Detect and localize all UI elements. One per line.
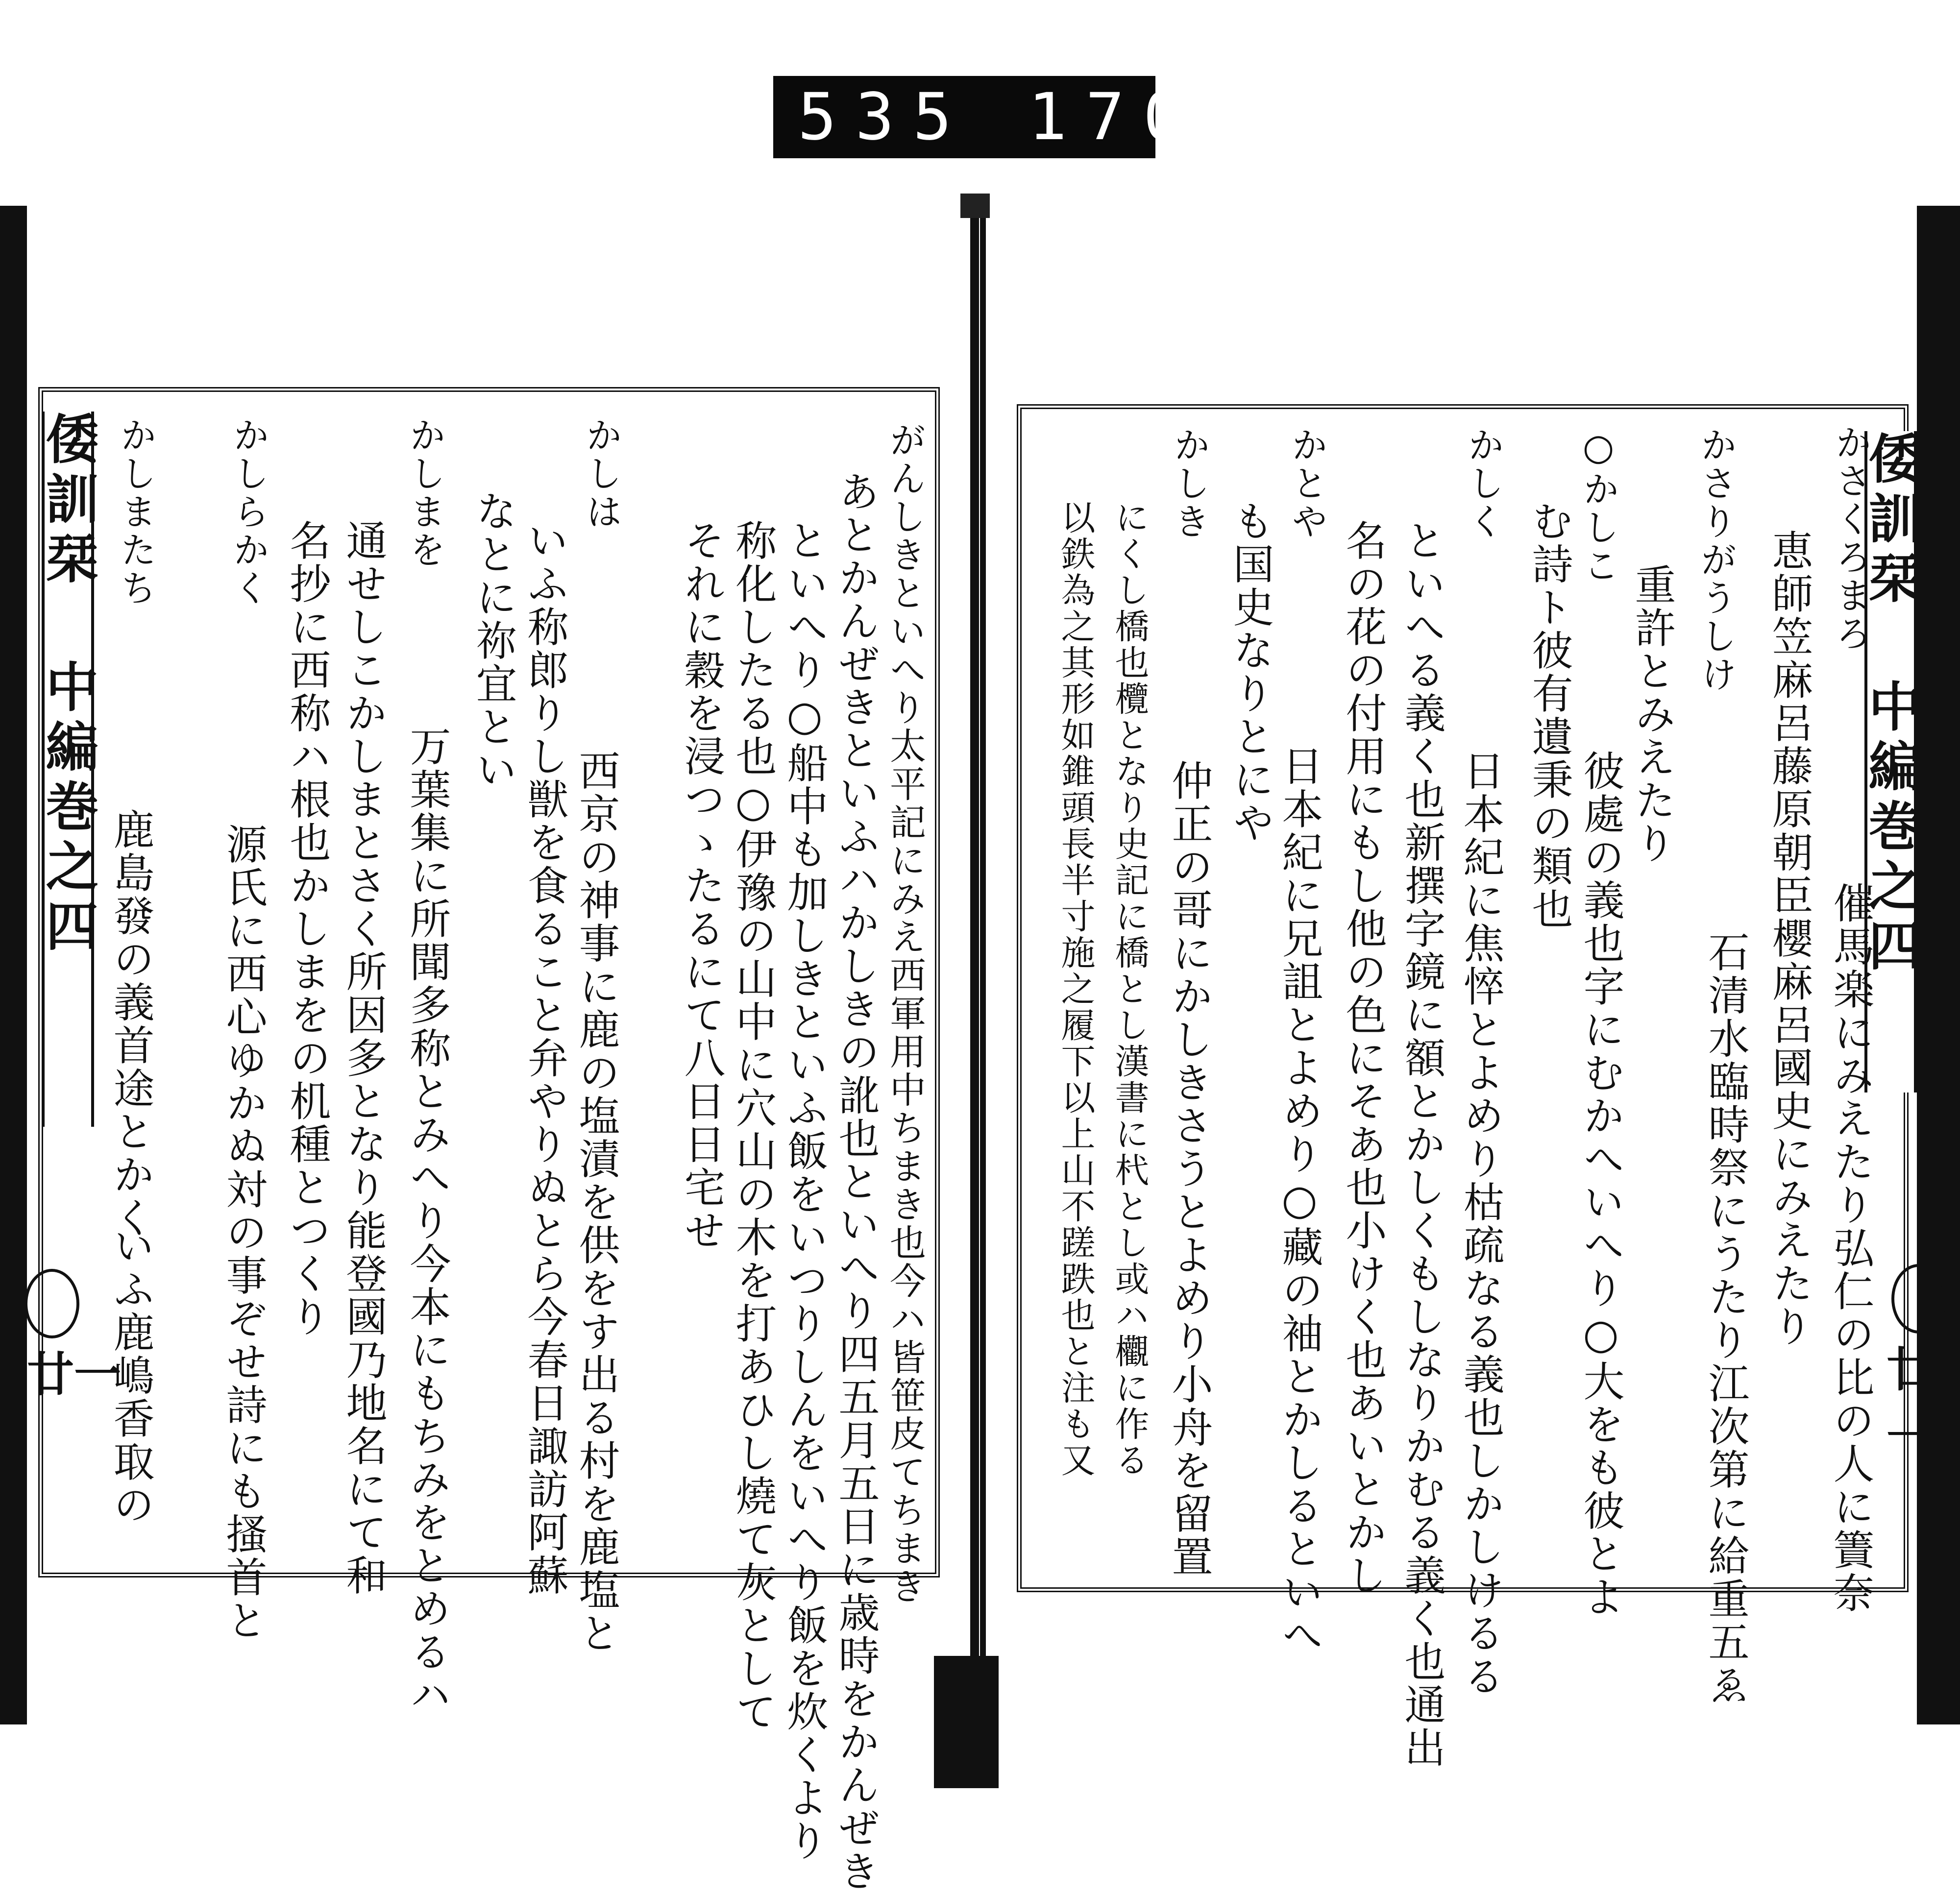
left-column: あとかんぜきといふハかしきの訛也といへり四五月五日に歳時をかんぜき <box>832 470 880 1893</box>
right-column: 重許とみえたり <box>1628 563 1676 865</box>
right-column: 以鉄為之其形如錐頭長半寸施之履下以上山不蹉跌也と注も又 <box>1055 500 1096 1479</box>
right-column: 石清水臨時祭にうたり江次第に給重五ゑ <box>1702 931 1750 1707</box>
left-column: 鹿島發の義首途とかく <box>107 808 155 1239</box>
right-column: かさりがうしけ <box>1695 426 1737 694</box>
right-column: かしく <box>1462 426 1504 541</box>
right-column: 恵師笠麻呂藤原朝臣櫻麻呂國史にみえたり <box>1765 529 1813 1348</box>
left-book-edge <box>0 206 27 1724</box>
right-column: 催馬楽にみえたり弘仁の比の人に簀奈 <box>1827 882 1875 1615</box>
right-column: かさくろまろ <box>1830 424 1872 653</box>
right-running-title: 倭訓栞 中編巻之四 <box>1864 431 1917 1092</box>
left-column: 名抄に西称ハ根也かしまをの机種とつくり <box>283 519 331 1338</box>
catalog-label-left: 535 <box>798 79 971 155</box>
right-column: ○かしこ <box>1577 426 1619 585</box>
right-column: かしき <box>1168 426 1210 541</box>
left-column: かしは <box>580 416 622 531</box>
left-column: 西京の神事に鹿の塩漬を供をす出る村を鹿塩と <box>572 750 620 1655</box>
right-column: 彼處の義也字にむかへいへり○大をも彼とよ <box>1577 750 1625 1619</box>
left-column: いふ鹿嶋香取の <box>107 1225 155 1527</box>
catalog-label-right: 170. <box>1028 79 1258 155</box>
left-column: がんしきといへり太平記にみえ西軍用中ちまき也今ハ皆笹皮てちまき <box>884 421 926 1606</box>
left-folio-circle <box>24 1269 79 1338</box>
left-folio: 廿一 <box>27 1347 121 1402</box>
left-column: かしらかく <box>227 416 270 607</box>
right-column: かとや <box>1286 426 1328 541</box>
left-column: 通せしこかしまとさく所因多となり能登國乃地名にて和 <box>340 519 388 1597</box>
right-folio: 廿一 <box>1886 1342 1934 1464</box>
right-column: にくし橋也欖となり史記に橋とし漢書に杙とし或ハ欟に作る <box>1109 500 1150 1479</box>
left-column: 源氏に西心ゆかぬ対の事ぞせ詩にも搔首と <box>220 823 268 1642</box>
right-column: といへる義く也新撰字鏡に額とかしくもしなりかむる義く也通出 <box>1398 519 1446 1770</box>
left-column: 万葉集に所聞多称とみへり今本にもちみをとめるハ <box>403 725 451 1717</box>
left-column: なとに祢宜とい <box>469 490 517 792</box>
book-spine-top <box>960 194 990 218</box>
left-column: といへり○船中も加しきといふ飯をいつりしんをいへり飯を炊くより <box>781 519 829 1863</box>
right-column: む詩ト彼有遺秉の類也 <box>1525 500 1573 931</box>
left-column: いふ称郎りし獣を食ること弁やりぬとら今春日諏訪阿蘇 <box>521 519 569 1597</box>
left-column: かしまを <box>404 416 446 569</box>
right-column: 日本紀に兄詛とよめり○藏の袖とかしるといへ <box>1275 745 1323 1657</box>
right-column: も国史なりとにや <box>1226 500 1274 845</box>
right-column: 日本紀に焦悴とよめり枯疏なる義也しかしけるる <box>1457 750 1505 1698</box>
book-spine-bottom <box>934 1656 999 1788</box>
catalog-label <box>773 76 1258 158</box>
right-column: 名の花の付用にもし他の色にそあ也小けく也あいとかし <box>1339 519 1387 1597</box>
left-column: それに穀を浸つゝたるにて八日日宅せ <box>678 519 726 1252</box>
left-column: 称化したる也○伊豫の山中に穴山の木を打あひし燒て灰として <box>729 519 777 1733</box>
left-running-title: 倭訓栞 中編巻之四 <box>42 412 94 1127</box>
left-column: かしまたち <box>115 416 157 607</box>
right-column: 仲正の哥にかしきさうとよめり小舟を留置 <box>1165 759 1213 1578</box>
right-folio-circle <box>1891 1264 1946 1334</box>
